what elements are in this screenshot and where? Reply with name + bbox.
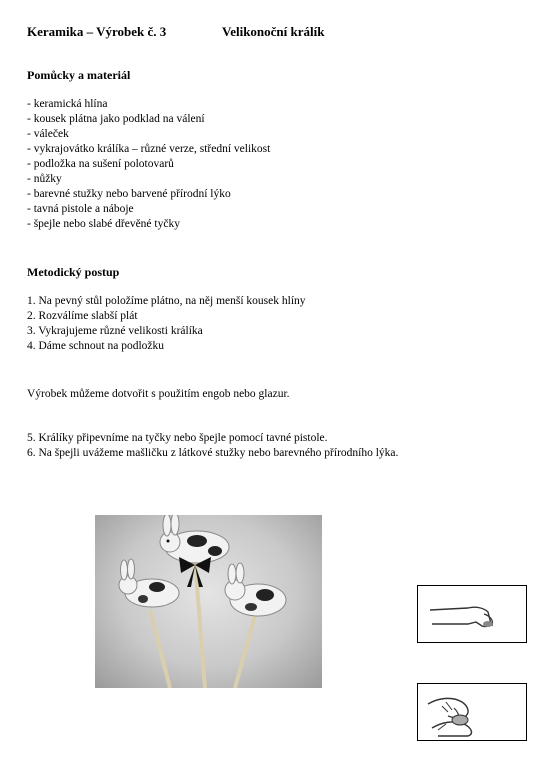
list-item: - váleček bbox=[27, 128, 69, 140]
list-item: - barevné stužky nebo barvené přírodní lýko bbox=[27, 188, 231, 200]
list-item: 4. Dáme schnout na podložku bbox=[27, 340, 165, 352]
list-item: - tavná pistole a náboje bbox=[27, 203, 134, 215]
procedure-steps-continued bbox=[27, 431, 398, 461]
list-item: - keramická hlína bbox=[27, 98, 108, 110]
header-title-left: Keramika – Výrobek č. 3 bbox=[27, 24, 167, 39]
list-item: - vykrajovátko králíka – různé verze, střední velikost bbox=[27, 143, 271, 155]
hands-kneading-icon-box bbox=[417, 683, 527, 741]
ceramic-rabbits-photo bbox=[95, 515, 322, 688]
procedure-heading: Metodický postup bbox=[27, 265, 120, 279]
finishing-note: Výrobek můžeme dotvořit s použitím engob nebo glazur. bbox=[27, 388, 290, 400]
list-item: 6. Na špejli uvážeme mašličku z látkové stužky nebo barevného přírodního lýka. bbox=[27, 447, 399, 459]
hands-kneading-icon bbox=[418, 684, 528, 742]
materials-heading: Pomůcky a materiál bbox=[27, 68, 131, 82]
hand-pressing-icon bbox=[418, 586, 528, 644]
list-item: - podložka na sušení polotovarů bbox=[27, 158, 174, 170]
list-item: 3. Vykrajujeme různé velikosti králíka bbox=[27, 325, 203, 337]
list-item: 1. Na pevný stůl položíme plátno, na něj menší kousek hlíny bbox=[27, 295, 306, 307]
hand-pressing-icon-box bbox=[417, 585, 527, 643]
procedure-steps bbox=[27, 294, 306, 354]
list-item: 5. Králíky připevníme na tyčky nebo špejle pomocí tavné pistole. bbox=[27, 432, 328, 444]
header-title-right: Velikonoční králík bbox=[222, 24, 325, 39]
materials-list bbox=[27, 97, 270, 232]
list-item: - nůžky bbox=[27, 173, 62, 185]
rabbits-illustration bbox=[95, 515, 322, 688]
list-item: - špejle nebo slabé dřevěné tyčky bbox=[27, 218, 180, 230]
list-item: - kousek plátna jako podklad na válení bbox=[27, 113, 205, 125]
list-item: 2. Rozválíme slabší plát bbox=[27, 310, 138, 322]
